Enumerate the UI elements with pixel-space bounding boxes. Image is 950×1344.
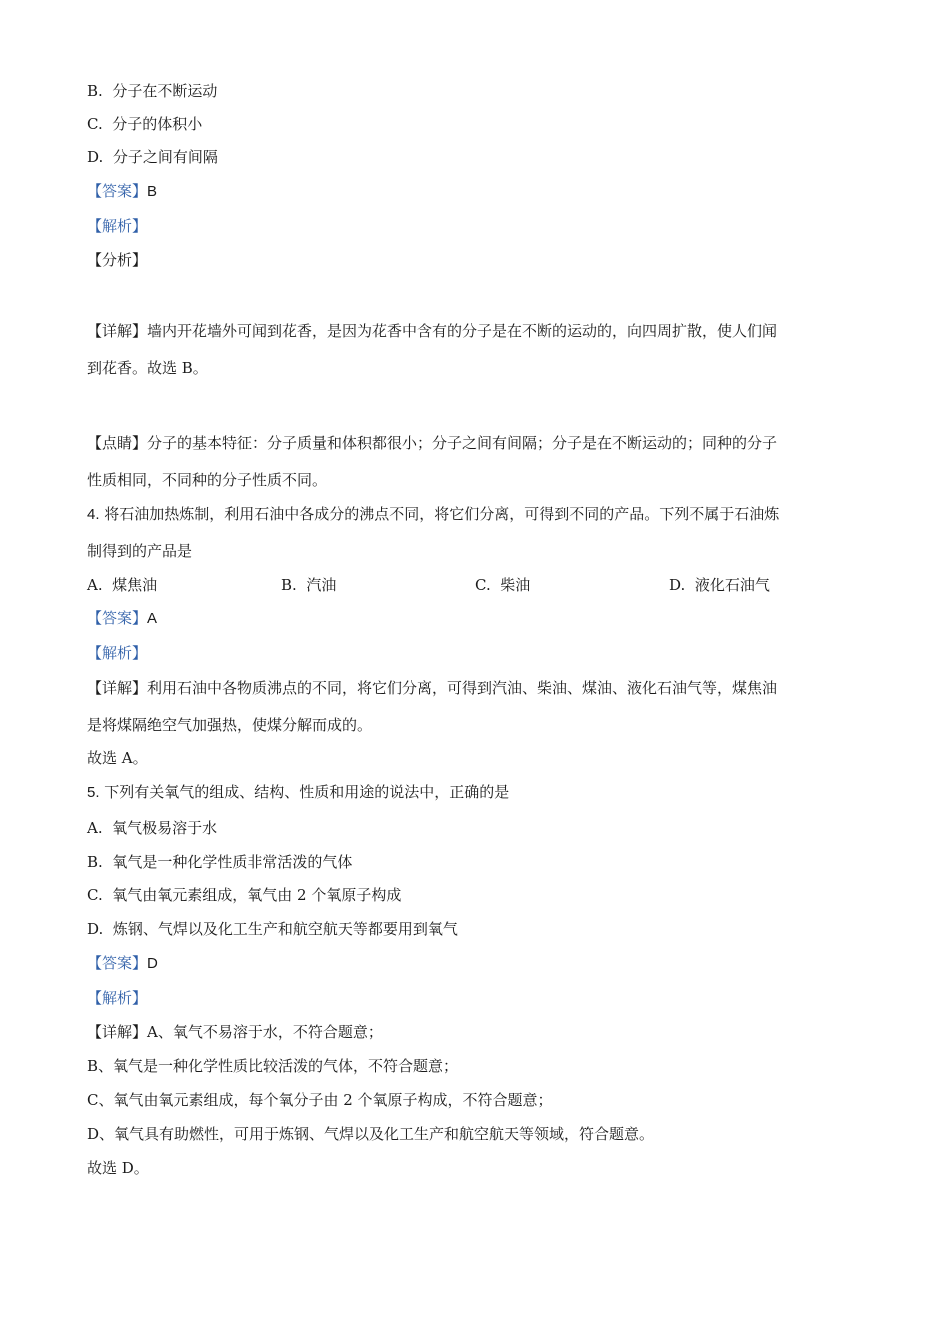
q5-answer: 【答案】D — [87, 954, 158, 972]
q3-option-c: C. 分子的体积小 — [87, 115, 203, 133]
q3-analysis-label: 【解析】 — [87, 217, 148, 235]
q5-detail-a: 【详解】A、氧气不易溶于水，不符合题意； — [87, 1023, 383, 1041]
q3-option-b: B. 分子在不断运动 — [87, 82, 218, 100]
q3-tip-line1: 【点睛】分子的基本特征：分子质量和体积都很小；分子之间有间隔；分子是在不断运动的；同种的分子 — [87, 434, 778, 452]
q3-answer: 【答案】B — [87, 182, 158, 200]
q4-conclusion: 故选 A。 — [87, 749, 148, 767]
q5-option-b: B. 氧气是一种化学性质非常活泼的气体 — [87, 853, 353, 871]
q3-tip-line2: 性质相同，不同种的分子性质不同。 — [87, 471, 328, 489]
q5-detail-b: B、氧气是一种化学性质比较活泼的气体，不符合题意； — [87, 1057, 459, 1075]
q5-option-c: C. 氧气由氧元素组成，氧气由 2 个氧原子构成 — [87, 886, 402, 904]
q5-option-d: D. 炼钢、气焊以及化工生产和航空航天等都要用到氧气 — [87, 920, 458, 938]
q4-option-a: A. 煤焦油 — [87, 576, 158, 594]
q5-option-a: A. 氧气极易溶于水 — [87, 819, 218, 837]
q5-detail-c: C、氧气由氧元素组成，每个氧分子由 2 个氧原子构成，不符合题意； — [87, 1091, 553, 1109]
q5-stem: 5. 下列有关氧气的组成、结构、性质和用途的说法中，正确的是 — [87, 783, 510, 801]
q4-option-b: B. 汽油 — [281, 576, 337, 594]
q3-detail-line2: 到花香。故选 B。 — [87, 359, 208, 377]
q4-stem-line2: 制得到的产品是 — [87, 542, 193, 560]
q4-detail-line1: 【详解】利用石油中各物质沸点的不同，将它们分离，可得到汽油、柴油、煤油、液化石油气等，煤焦油 — [87, 679, 778, 697]
q3-fenxi-label: 【分析】 — [87, 251, 148, 269]
q4-stem-line1: 4. 将石油加热炼制，利用石油中各成分的沸点不同，将它们分离，可得到不同的产品。下列不属于石油炼 — [87, 505, 780, 523]
q3-detail-line1: 【详解】墙内开花墙外可闻到花香，是因为花香中含有的分子是在不断的运动的，向四周扩散，使人们闻 — [87, 322, 778, 340]
q4-answer: 【答案】A — [87, 609, 158, 627]
q5-detail-d: D、氧气具有助燃性，可用于炼钢、气焊以及化工生产和航空航天等领域，符合题意。 — [87, 1125, 655, 1143]
q4-option-c: C. 柴油 — [475, 576, 531, 594]
q5-conclusion: 故选 D。 — [87, 1159, 149, 1177]
q4-detail-line2: 是将煤隔绝空气加强热，使煤分解而成的。 — [87, 716, 373, 734]
q5-analysis-label: 【解析】 — [87, 989, 148, 1007]
q3-option-d: D. 分子之间有间隔 — [87, 148, 218, 166]
q4-option-d: D. 液化石油气 — [669, 576, 770, 594]
q4-analysis-label: 【解析】 — [87, 644, 148, 662]
